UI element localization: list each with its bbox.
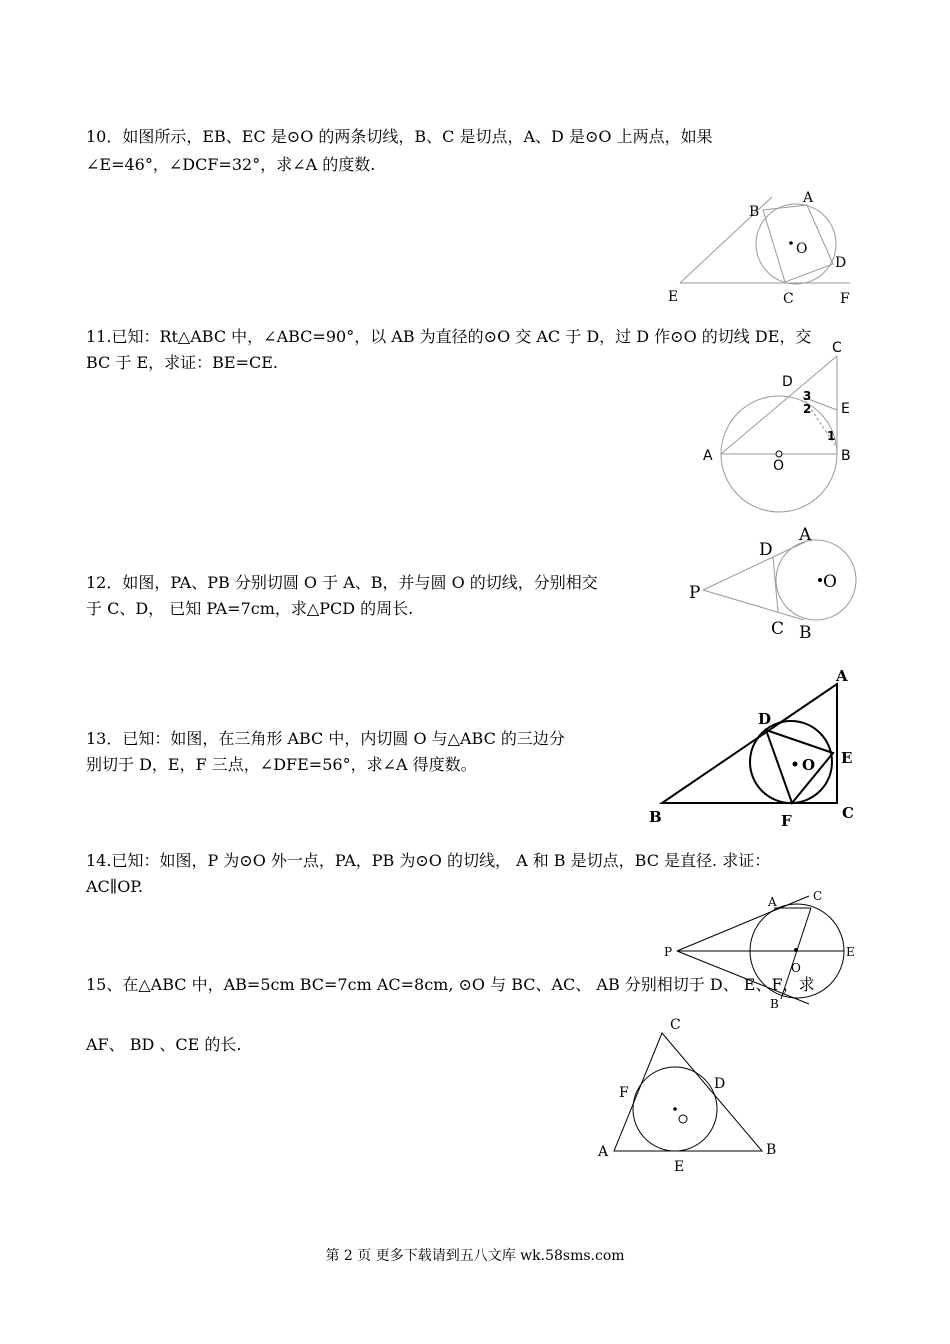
fig10-label-B: B bbox=[749, 204, 760, 220]
fig10-label-D: D bbox=[835, 255, 847, 271]
fig15-label-C: C bbox=[670, 1017, 681, 1033]
figure-10-tangent-circle bbox=[660, 185, 860, 310]
fig13-label-O: O bbox=[802, 756, 816, 774]
fig14-label-P: P bbox=[664, 945, 673, 959]
fig14-label-B: B bbox=[770, 997, 779, 1011]
figure-11-right-triangle-circle bbox=[700, 340, 860, 520]
page-footer: 第 2 页 更多下载请到五八文库 wk.58sms.com bbox=[325, 1248, 625, 1264]
problem-15-line-2: AF、 BD 、CE 的长. bbox=[86, 1035, 242, 1054]
fig13-label-F: F bbox=[781, 812, 792, 830]
figure-15-incircle-triangle bbox=[590, 1010, 790, 1180]
problem-10-line-1: 10．如图所示，EB、EC 是⊙O 的两条切线，B、C 是切点，A、D 是⊙O 上两点，如果 bbox=[86, 127, 713, 146]
fig11-label-C: C bbox=[832, 340, 842, 356]
fig10-label-A: A bbox=[803, 190, 814, 206]
problem-10-line-2: ∠E=46°，∠DCF=32°，求∠A 的度数. bbox=[86, 155, 376, 174]
problem-14-line-2: AC∥OP. bbox=[86, 877, 143, 896]
figure-13-incircle-triangle bbox=[640, 660, 860, 830]
fig14-label-A: A bbox=[768, 895, 777, 909]
fig12-label-C: C bbox=[771, 619, 785, 639]
problem-12-line-2: 于 C、D， 已知 PA=7cm，求△PCD 的周长. bbox=[86, 599, 414, 618]
fig13-label-C: C bbox=[842, 804, 854, 822]
fig13-label-D: D bbox=[758, 710, 772, 728]
problem-15-line-1: 15、在△ABC 中，AB=5cm BC=7cm AC=8cm, ⊙O 与 BC、AC、 AB 分别相切于 D、 E、F，求 bbox=[86, 975, 815, 994]
problem-12-line-1: 12．如图，PA、PB 分别切圆 O 于 A、B，并与圆 O 的切线，分别相交 bbox=[86, 573, 598, 592]
fig10-label-F: F bbox=[840, 291, 850, 307]
fig14-label-E: E bbox=[846, 945, 855, 959]
fig12-label-A: A bbox=[799, 525, 812, 545]
fig11-angle-2: 2 bbox=[803, 402, 812, 416]
fig15-label-A: A bbox=[598, 1144, 609, 1160]
fig14-label-C: C bbox=[813, 889, 823, 903]
fig13-label-A: A bbox=[836, 667, 848, 685]
fig13-label-E: E bbox=[841, 749, 853, 767]
problem-11-line-2: BC 于 E，求证：BE=CE. bbox=[86, 353, 279, 372]
fig15-label-E: E bbox=[674, 1159, 685, 1175]
fig11-label-O: O bbox=[773, 458, 785, 474]
problem-11-line-1: 11.已知：Rt△ABC 中，∠ABC=90°，以 AB 为直径的⊙O 交 AC 于 D，过 D 作⊙O 的切线 DE，交 bbox=[86, 327, 812, 346]
fig11-label-A: A bbox=[703, 448, 713, 464]
fig13-label-B: B bbox=[649, 808, 662, 826]
fig11-label-E: E bbox=[841, 401, 850, 417]
fig11-label-B: B bbox=[841, 448, 851, 464]
fig12-label-D: D bbox=[759, 540, 773, 560]
fig12-label-O: O bbox=[823, 572, 837, 592]
figure-12-tangents-from-p bbox=[680, 520, 870, 645]
fig12-label-P: P bbox=[689, 583, 701, 603]
fig11-angle-3: 3 bbox=[803, 389, 812, 403]
problem-13-line-1: 13．已知：如图，在三角形 ABC 中，内切圆 O 与△ABC 的三边分 bbox=[86, 729, 565, 748]
fig15-label-F: F bbox=[619, 1085, 629, 1101]
fig14-label-O: O bbox=[791, 961, 801, 975]
fig15-label-B: B bbox=[766, 1142, 777, 1158]
fig10-label-E: E bbox=[668, 289, 679, 305]
fig12-label-B: B bbox=[799, 623, 812, 643]
problem-14-line-1: 14.已知：如图，P 为⊙O 外一点，PA，PB 为⊙O 的切线， A 和 B 是切点，BC 是直径. 求证： bbox=[86, 851, 771, 870]
fig11-angle-1: 1 bbox=[827, 429, 836, 443]
fig15-label-D: D bbox=[714, 1076, 726, 1092]
fig10-label-C: C bbox=[783, 291, 794, 307]
problem-13-line-2: 别切于 D，E，F 三点，∠DFE=56°，求∠A 得度数。 bbox=[86, 755, 477, 774]
fig10-label-O: O bbox=[796, 241, 808, 257]
fig11-label-D: D bbox=[782, 374, 793, 390]
